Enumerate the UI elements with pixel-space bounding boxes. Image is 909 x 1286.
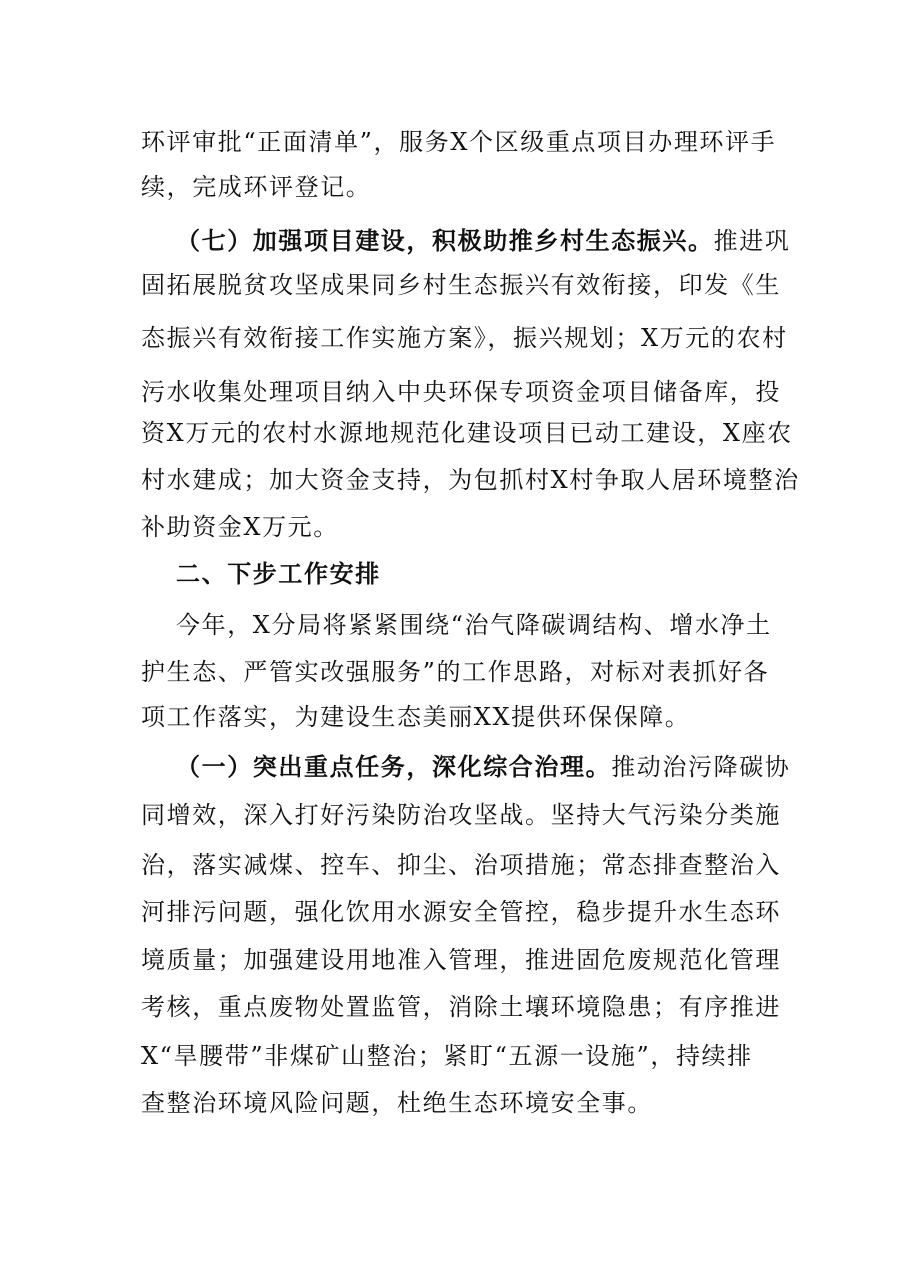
line-text: 态振兴有效衔接工作实施方案》，振兴规划；X万元的农村 bbox=[141, 324, 788, 352]
line-text: 考核，重点废物处置监管，消除土壤环境隐患；有序推进 bbox=[141, 993, 781, 1021]
line-text: 护生态、严管实改强服务”的工作思路，对标对表抓好各 bbox=[141, 658, 770, 686]
line-text: 境质量；加强建设用地准入管理，推进固危废规范化管理 bbox=[141, 946, 781, 974]
line-text: 同增效，深入打好污染防治攻坚战。坚持大气污染分类施 bbox=[141, 801, 781, 829]
line-text: 环评审批“正面清单”，服务X个区级重点项目办理环评手 bbox=[141, 128, 777, 156]
paragraph-line bbox=[141, 507, 339, 547]
paragraph-line bbox=[141, 1083, 653, 1123]
line-text: 污水收集处理项目纳入中央环保专项资金项目储备库，投 bbox=[141, 378, 781, 406]
paragraph-line bbox=[141, 413, 793, 453]
line-text: 项工作落实，为建设生态美丽XX提供环保保障。 bbox=[141, 703, 691, 731]
section-7-heading: （七）加强项目建设，积极助推乡村生态振兴。 bbox=[176, 226, 714, 255]
paragraph-line bbox=[141, 318, 788, 358]
line-text: 补助资金X万元。 bbox=[141, 513, 339, 541]
paragraph-line bbox=[141, 652, 769, 692]
paragraph-line bbox=[141, 845, 781, 885]
line-text: 资X万元的农村水源地规范化建设项目已动工建设，X座农 bbox=[141, 419, 793, 447]
line-text: 推进巩 bbox=[713, 227, 791, 255]
section-1-line bbox=[176, 747, 790, 787]
line-text: 推动治污降碳协 bbox=[611, 753, 791, 781]
paragraph-line bbox=[141, 795, 781, 835]
paragraph-line bbox=[141, 1036, 753, 1076]
paragraph-line bbox=[141, 940, 781, 980]
line-text: 查整治环境风险问题，杜绝生态环境安全事。 bbox=[141, 1089, 653, 1117]
paragraph-line bbox=[141, 460, 800, 500]
line-text: 河排污问题，强化饮用水源安全管控，稳步提升水生态环 bbox=[141, 898, 781, 926]
line-text: 固拓展脱贫攻坚成果同乡村生态振兴有效衔接，印发《生 bbox=[141, 271, 781, 299]
line-text: 续，完成环评登记。 bbox=[141, 173, 372, 201]
line-text: 治，落实减煤、控车、抑尘、治项措施；常态排查整治入 bbox=[141, 851, 781, 879]
line-text: X“旱腰带”非煤矿山整治；紧盯“五源一设施”，持续排 bbox=[141, 1042, 753, 1070]
paragraph-line bbox=[141, 987, 781, 1027]
section-7-line bbox=[176, 221, 790, 261]
section-heading bbox=[176, 554, 381, 594]
paragraph-line bbox=[141, 167, 371, 207]
paragraph-line bbox=[141, 122, 776, 162]
paragraph-line bbox=[176, 605, 772, 645]
paragraph-line bbox=[141, 265, 781, 305]
paragraph-line bbox=[141, 372, 781, 412]
paragraph-line bbox=[141, 697, 690, 737]
line-text: 今年，X分局将紧紧围绕“治气降碳调结构、增水净土 bbox=[176, 611, 772, 639]
section-1-heading: （一）突出重点任务，深化综合治理。 bbox=[176, 752, 612, 781]
line-text: 村水建成；加大资金支持，为包抓村X村争取人居环境整治 bbox=[141, 466, 800, 494]
section-2-title: 二、下步工作安排 bbox=[176, 559, 381, 588]
paragraph-line bbox=[141, 892, 781, 932]
